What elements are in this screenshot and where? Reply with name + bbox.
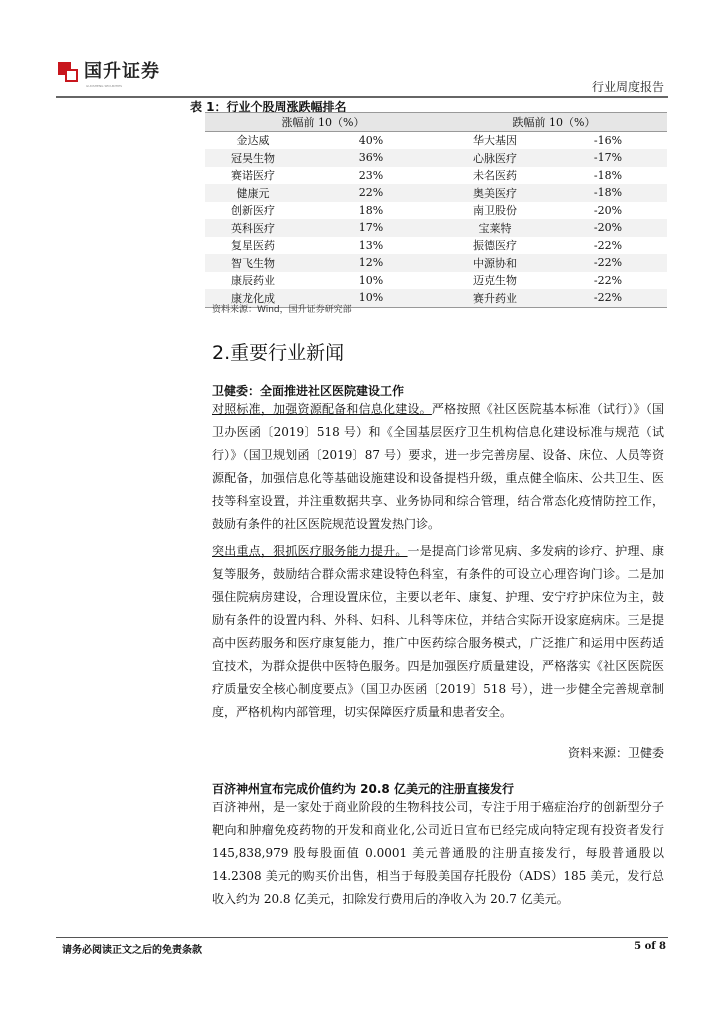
table-row: [205, 254, 667, 272]
up-name: 智飞生物: [231, 256, 275, 270]
table-row: [205, 219, 667, 237]
table-row: [205, 131, 667, 149]
up-name: 创新医疗: [231, 204, 275, 218]
up-name: 康龙化成: [205, 289, 301, 307]
col-header-down: 跌幅前 10（%）: [441, 113, 667, 132]
up-value: 22%: [358, 186, 384, 200]
down-name: 宝莱特: [478, 221, 512, 235]
down-name: 华大基因: [473, 134, 517, 148]
down-name: 振德医疗: [473, 239, 517, 253]
down-value: -17%: [593, 151, 623, 165]
down-name: 中源协和: [473, 256, 517, 270]
down-value: -18%: [593, 168, 623, 182]
down-value: -20%: [593, 221, 623, 235]
table-caption: 表 1：行业个股周涨跌幅排名: [190, 100, 347, 114]
up-value: 10%: [301, 289, 441, 307]
down-name: 心脉医疗: [473, 151, 517, 165]
up-value: 40%: [358, 133, 384, 147]
footer-divider: [56, 937, 668, 938]
down-value: -16%: [593, 133, 623, 147]
col-header-up: 涨幅前 10（%）: [205, 113, 441, 132]
stock-ranking-table: [205, 112, 667, 308]
header-divider: [56, 96, 668, 98]
brand-name: 国升证券: [84, 61, 160, 82]
down-name: 未名医药: [473, 169, 517, 183]
up-name: 冠昊生物: [231, 151, 275, 165]
up-name: 金达威: [236, 134, 270, 148]
up-value: 18%: [358, 203, 384, 217]
up-value: 13%: [358, 238, 384, 252]
table-row: [205, 149, 667, 167]
news1-paragraph2: [212, 540, 664, 724]
table-row: [205, 167, 667, 185]
footer-disclaimer: 请务必阅读正文之后的免责条款: [62, 945, 202, 956]
page-number: 5 of 8: [634, 941, 666, 952]
table-row: [205, 237, 667, 255]
up-name: 英科医疗: [231, 221, 275, 235]
news1-p1-lead: 对照标准，加强资源配备和信息化建设。: [212, 402, 432, 416]
up-value: 17%: [358, 221, 384, 235]
news2-title: 百济神州宣布完成价值约为 20.8 亿美元的注册直接发行: [212, 782, 514, 796]
news1-p2-lead: 突出重点，狠抓医疗服务能力提升。: [212, 544, 408, 558]
up-name: 赛诺医疗: [231, 169, 275, 183]
down-value: -18%: [593, 186, 623, 200]
down-value: -22%: [593, 256, 623, 270]
up-value: 10%: [358, 273, 384, 287]
up-name: 健康元: [236, 186, 270, 200]
up-name: 复星医药: [231, 239, 275, 253]
down-name: 奥美医疗: [473, 186, 517, 200]
up-value: 36%: [358, 151, 384, 165]
down-value: -22%: [593, 238, 623, 252]
table-source: 资料来源：Wind，国升证券研究部: [212, 305, 352, 315]
news2-paragraph: 百济神州，是一家处于商业阶段的生物科技公司，专注于用于癌症治疗的创新型分子靶向和肿瘤免疫药物的开发和商业化,公司近日宣布已经完成向特定现有投资者发行 145,838,979 股每股面值 0.0001 美元普通股的注册直接发行，每股普通股以 14.2308 美元的购买价出售，相当于每股美国存托股份（ADS）185 美元，发行总收入约为 20.8 亿美元，扣除发行费用后的净收入为 20.7 亿美元。: [212, 800, 664, 906]
news1-paragraph1: [212, 398, 664, 536]
brand-logo-icon: [58, 62, 78, 82]
up-value: 23%: [358, 168, 384, 182]
down-name: 赛升药业: [441, 289, 549, 307]
brand-sub: GUOSHENG SECURITIES: [86, 84, 123, 88]
report-type: 行业周度报告: [591, 80, 664, 94]
section-title: 2.重要行业新闻: [212, 342, 345, 364]
down-value: -22%: [593, 273, 623, 287]
up-name: 康辰药业: [231, 274, 275, 288]
down-value: -20%: [593, 203, 623, 217]
table-row: [205, 184, 667, 202]
down-name: 南卫股份: [473, 204, 517, 218]
table-row: [205, 272, 667, 290]
down-value: -22%: [549, 289, 667, 307]
down-name: 迈克生物: [473, 274, 517, 288]
news1-p2-text: 一是提高门诊常见病、多发病的诊疗、护理、康复等服务，鼓励结合群众需求建设特色科室，有条件的可设立心理咨询门诊。二是加强住院病房建设，合理设置床位，主要以老年、康复、护理、安宁疗护床位为主，鼓励有条件的设置内科、外科、妇科、儿科等床位，并结合实际开设家庭病床。三是提高中医药服务和医疗康复能力，推广中医药综合服务模式，广泛推广和运用中医药适宜技术，为群众提供中医特色服务。四是加强医疗质量建设，严格落实《社区医院医疗质量安全核心制度要点》（国卫办医函〔2019〕518 号），进一步健全完善规章制度，严格机构内部管理，切实保障医疗质量和患者安全。: [212, 544, 664, 719]
news1-p1-text: 严格按照《社区医院基本标准（试行）》（国卫办医函〔2019〕518 号）和《全国基层医疗卫生机构信息化建设标准与规范（试行）》（国卫规划函〔2019〕87 号）要求，进一步完善房屋、设备、床位、人员等资源配备，加强信息化等基础设施建设和设备提档升级，重点健全临床、公共卫生、医技等科室设置，并注重数据共享、业务协同和综合管理，结合常态化疫情防控工作，鼓励有条件的社区医院规范设置发热门诊。: [212, 402, 664, 531]
news1-source: 资料来源：卫健委: [567, 746, 664, 760]
table-row: [205, 202, 667, 220]
up-value: 12%: [358, 256, 384, 270]
brand-logo: [58, 62, 160, 82]
news1-title: 卫健委：全面推进社区医院建设工作: [212, 384, 405, 398]
